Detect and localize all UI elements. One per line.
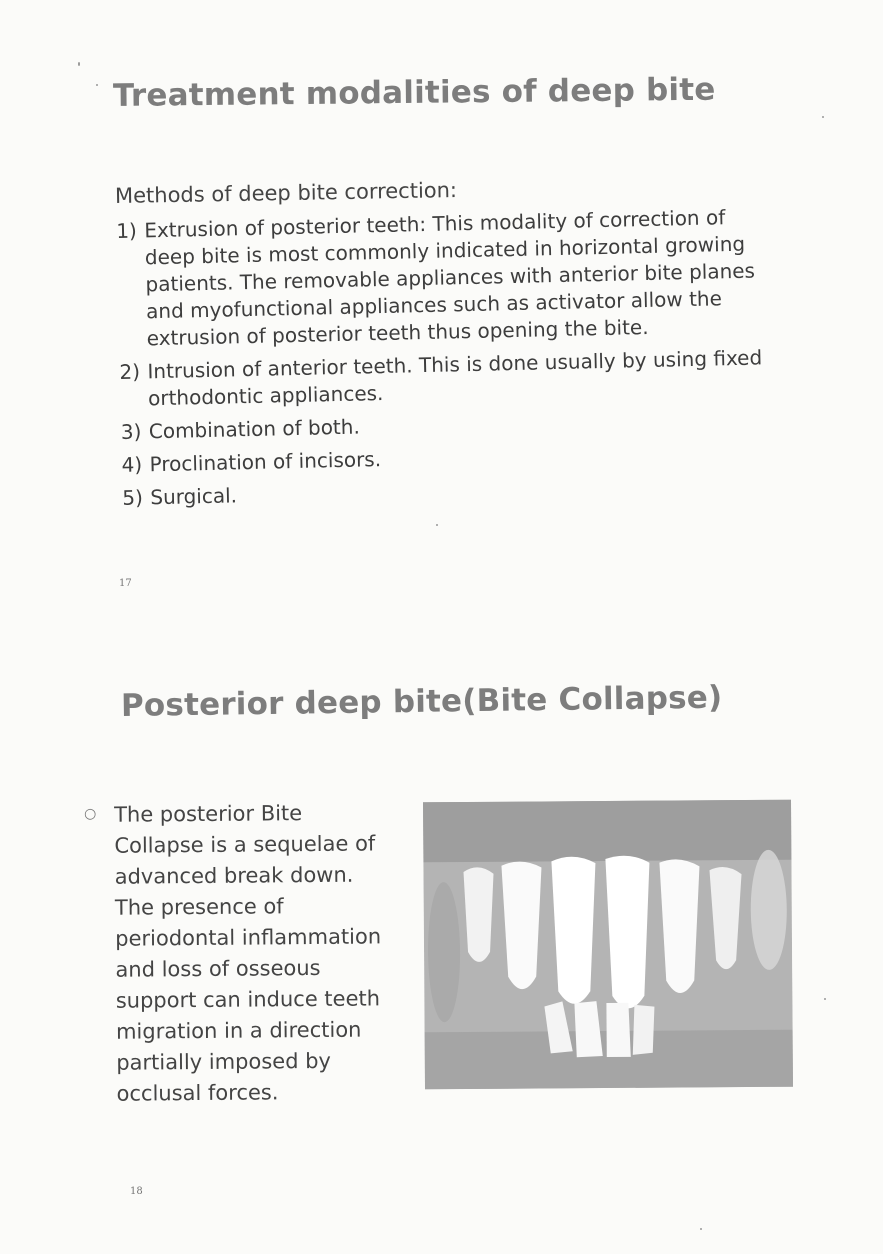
slide-title-posterior: Posterior deep bite(Bite Collapse) <box>120 679 723 724</box>
list-item-text: Proclination of incisors. <box>149 447 382 477</box>
list-item-text: Intrusion of anterior teeth. This is done usually by using fixed orthodontic appliances. <box>147 345 763 411</box>
scan-speck <box>700 1228 702 1230</box>
page-number: 17 <box>119 578 132 589</box>
list-item-number: 3) <box>120 419 142 444</box>
list-item-text: Extrusion of posterior teeth: This modality of correction of deep bite is most commonly indicated in horizontal growing patients. The removable appliances with anterior bite planes and myofunctional appliances such as activator allow the extrusion of posterior teeth thus opening the bite. <box>144 205 756 351</box>
scan-speck <box>78 62 80 66</box>
list-item <box>116 203 769 353</box>
methods-intro: Methods of deep bite correction: <box>114 178 458 208</box>
scan-speck <box>824 998 826 1000</box>
list-item <box>119 344 770 413</box>
teeth-photo <box>423 800 793 1090</box>
bullet-item <box>84 797 387 1110</box>
bullet-icon: ○ <box>84 805 97 822</box>
list-item-number: 2) <box>119 359 141 384</box>
list-item-number: 1) <box>116 218 138 243</box>
list-item-text: Surgical. <box>150 483 238 510</box>
scan-speck <box>822 116 824 118</box>
bullet-text: The posterior Bite Collapse is a sequelae of advanced break down. The presence of periodontal inflammation and loss of osseous support can induce teeth migration in a direction partially imposed by occlusal forces. <box>114 801 382 1106</box>
list-item-number: 5) <box>122 485 144 510</box>
methods-list <box>116 203 773 518</box>
scan-speck <box>96 84 98 86</box>
scan-speck <box>436 524 438 526</box>
list-item-text: Combination of both. <box>148 414 361 444</box>
teeth-photo-drawing <box>423 800 793 1090</box>
list-item-number: 4) <box>121 452 143 477</box>
page-number: 18 <box>130 1186 143 1197</box>
slide-title-treatment: Treatment modalities of deep bite <box>112 71 716 114</box>
